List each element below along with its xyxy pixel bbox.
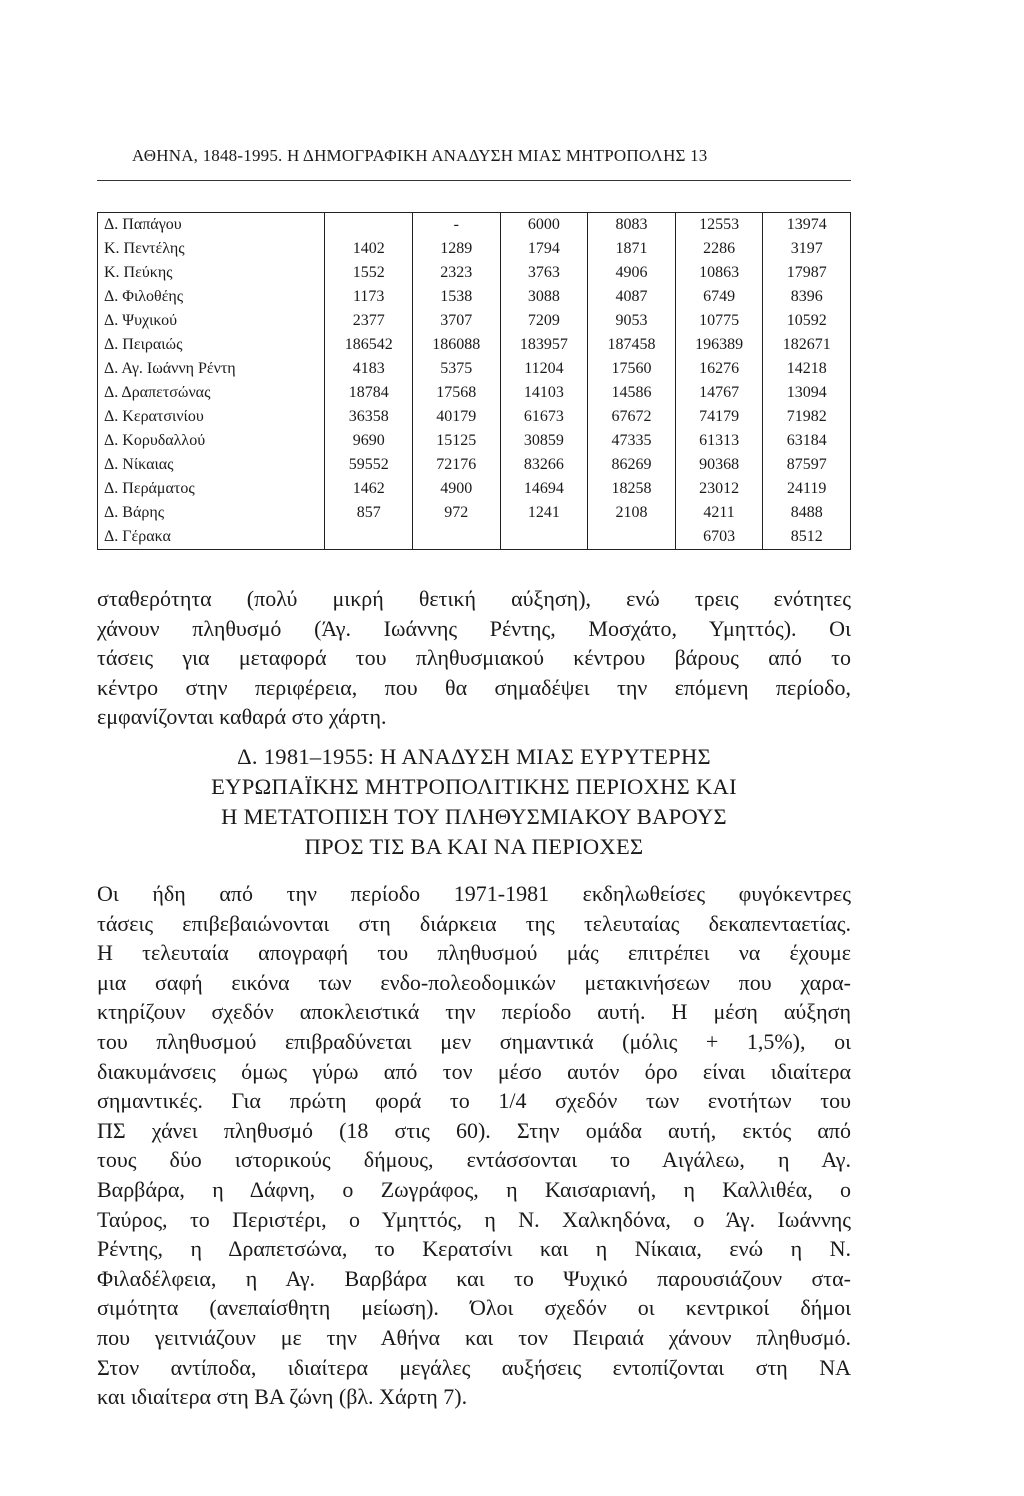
- population-cell: 1173: [325, 285, 413, 309]
- population-cell: 187458: [588, 333, 676, 357]
- population-cell: 3763: [500, 261, 588, 285]
- population-cell: 40179: [413, 405, 501, 429]
- paragraph-line: διακυμάνσεις όμως γύρω από τον μέσο αυτόν όρο είναι ιδιαίτερα: [97, 1058, 851, 1084]
- population-cell: 74179: [675, 405, 763, 429]
- population-cell: 9053: [588, 309, 676, 333]
- population-cell: 71982: [763, 405, 851, 429]
- population-table: [97, 212, 851, 550]
- population-cell: 59552: [325, 453, 413, 477]
- municipality-name-cell: Δ. Δραπετσώνας: [98, 381, 325, 405]
- population-cell: 14767: [675, 381, 763, 405]
- population-cell: 186542: [325, 333, 413, 357]
- population-cell: 7209: [500, 309, 588, 333]
- population-cell: 2377: [325, 309, 413, 333]
- heading-line: ΕΥΡΩΠΑΪΚΗΣ ΜΗΤΡΟΠΟΛΙΤΙΚΗΣ ΠΕΡΙΟΧΗΣ ΚΑΙ: [211, 774, 737, 799]
- population-cell: 16276: [675, 357, 763, 381]
- table-row: [98, 333, 851, 357]
- heading-line: Η ΜΕΤΑΤΟΠΙΣΗ ΤΟΥ ΠΛΗΘΥΣΜΙΑΚΟΥ ΒΑΡΟΥΣ: [221, 804, 727, 829]
- population-cell: 12553: [675, 213, 763, 238]
- population-cell: 182671: [763, 333, 851, 357]
- population-cell: 10863: [675, 261, 763, 285]
- header-rule: [97, 180, 851, 181]
- population-cell: 10775: [675, 309, 763, 333]
- paragraph-line: τάσεις για μεταφορά του πληθυσμιακού κέντρου βάρους από το: [97, 645, 851, 671]
- population-cell: 4087: [588, 285, 676, 309]
- population-cell: 14103: [500, 381, 588, 405]
- population-cell: 24119: [763, 477, 851, 501]
- population-cell: 1794: [500, 237, 588, 261]
- population-cell: [325, 213, 413, 238]
- population-cell: 3197: [763, 237, 851, 261]
- population-cell: 13974: [763, 213, 851, 238]
- paragraph-line: και ιδιαίτερα στη ΒΑ ζώνη (βλ. Χάρτη 7).: [97, 1384, 468, 1410]
- paragraph-line: του πληθυσμού επιβραδύνεται μεν σημαντικά (μόλις + 1,5%), οι: [97, 1028, 851, 1054]
- paragraph-line: Οι ήδη από την περίοδο 1971-1981 εκδηλωθείσες φυγόκεντρες: [97, 881, 851, 906]
- population-cell: 15125: [413, 429, 501, 453]
- population-cell: 11204: [500, 357, 588, 381]
- heading-line: Δ. 1981–1955: Η ΑΝΑΔΥΣΗ ΜΙΑΣ ΕΥΡΥΤΕΡΗΣ: [237, 744, 711, 769]
- population-cell: 1289: [413, 237, 501, 261]
- paragraph-line: κτηρίζουν σχεδόν αποκλειστικά την περίοδο αυτή. Η μέση αύξηση: [97, 999, 851, 1025]
- population-cell: 4183: [325, 357, 413, 381]
- population-cell: 61313: [675, 429, 763, 453]
- population-cell: 857: [325, 501, 413, 525]
- paragraph-line: εμφανίζονται καθαρά στο χάρτη.: [97, 704, 387, 730]
- municipality-name-cell: Δ. Ψυχικού: [98, 309, 325, 333]
- paragraph-line: τάσεις επιβεβαιώνονται στη διάρκεια της τελευταίας δεκαπενταετίας.: [97, 910, 851, 936]
- population-cell: 972: [413, 501, 501, 525]
- heading-line: ΠΡΟΣ ΤΙΣ ΒΑ ΚΑΙ ΝΑ ΠΕΡΙΟΧΕΣ: [304, 834, 644, 859]
- population-cell: 17987: [763, 261, 851, 285]
- population-cell: 17568: [413, 381, 501, 405]
- population-cell: 1552: [325, 261, 413, 285]
- population-cell: 18784: [325, 381, 413, 405]
- population-cell: 3707: [413, 309, 501, 333]
- population-cell: 2323: [413, 261, 501, 285]
- municipality-name-cell: Δ. Πειραιώς: [98, 333, 325, 357]
- population-cell: 83266: [500, 453, 588, 477]
- population-cell: [500, 525, 588, 550]
- table-row: [98, 213, 851, 238]
- paragraph-line: κέντρο στην περιφέρεια, που θα σημαδέψει την επόμενη περίοδο,: [97, 674, 851, 700]
- table-row: [98, 381, 851, 405]
- population-cell: [413, 525, 501, 550]
- municipality-name-cell: Δ. Παπάγου: [98, 213, 325, 238]
- population-cell: 8396: [763, 285, 851, 309]
- table-row: [98, 261, 851, 285]
- population-cell: 1871: [588, 237, 676, 261]
- paragraph-line: σημαντικές. Για πρώτη φορά το 1/4 σχεδόν των ενοτήτων του: [97, 1088, 851, 1114]
- population-cell: 14218: [763, 357, 851, 381]
- paragraph-line: Στον αντίποδα, ιδιαίτερα μεγάλες αυξήσεις εντοπίζονται στη ΝΑ: [97, 1354, 851, 1380]
- population-cell: 36358: [325, 405, 413, 429]
- population-cell: 2286: [675, 237, 763, 261]
- population-cell: 183957: [500, 333, 588, 357]
- population-cell: 1402: [325, 237, 413, 261]
- paragraph-line: μια σαφή εικόνα των ενδο-πολεοδομικών μετακινήσεων που χαρα-: [97, 969, 851, 995]
- population-cell: 61673: [500, 405, 588, 429]
- paragraph-line: Η τελευταία απογραφή του πληθυσμού μάς επιτρέπει να έχουμε: [97, 940, 851, 966]
- table-row: [98, 309, 851, 333]
- table-row: [98, 357, 851, 381]
- municipality-name-cell: Δ. Κερατσινίου: [98, 405, 325, 429]
- population-cell: 63184: [763, 429, 851, 453]
- population-cell: 14694: [500, 477, 588, 501]
- population-cell: 23012: [675, 477, 763, 501]
- population-cell: 67672: [588, 405, 676, 429]
- population-cell: -: [413, 213, 501, 238]
- municipality-name-cell: Δ. Αγ. Ιωάννη Ρέντη: [98, 357, 325, 381]
- table-row: [98, 477, 851, 501]
- table-row: [98, 429, 851, 453]
- paragraph-line: Βαρβάρα, η Δάφνη, ο Ζωγράφος, η Καισαριανή, η Καλλιθέα, ο: [97, 1176, 851, 1202]
- population-cell: 2108: [588, 501, 676, 525]
- paragraph-line: τους δύο ιστορικούς δήμους, εντάσσονται το Αιγάλεω, η Αγ.: [97, 1147, 851, 1173]
- table-row: [98, 405, 851, 429]
- population-cell: 30859: [500, 429, 588, 453]
- municipality-name-cell: Δ. Φιλοθέης: [98, 285, 325, 309]
- population-cell: 186088: [413, 333, 501, 357]
- paragraph-line: Ρέντης, η Δραπετσώνα, το Κερατσίνι και η Νίκαια, ενώ η Ν.: [97, 1236, 851, 1262]
- population-cell: 6749: [675, 285, 763, 309]
- paragraph-line: που γειτνιάζουν με την Αθήνα και τον Πειραιά χάνουν πληθυσμό.: [97, 1324, 851, 1350]
- population-cell: 8083: [588, 213, 676, 238]
- paragraph-body: [97, 879, 851, 1412]
- population-cell: 3088: [500, 285, 588, 309]
- population-cell: 196389: [675, 333, 763, 357]
- running-header: ΑΘΗΝΑ, 1848-1995. Η ΔΗΜΟΓΡΑΦΙΚΗ ΑΝΑΔΥΣΗ ΜΙΑΣ ΜΗΤΡΟΠΟΛΗΣ 13: [132, 146, 708, 165]
- population-cell: 8512: [763, 525, 851, 550]
- municipality-name-cell: Κ. Πεύκης: [98, 261, 325, 285]
- population-cell: 8488: [763, 501, 851, 525]
- population-cell: 72176: [413, 453, 501, 477]
- table-row: [98, 237, 851, 261]
- population-cell: 1241: [500, 501, 588, 525]
- population-cell: 1538: [413, 285, 501, 309]
- paragraph-continuation: [97, 584, 851, 732]
- municipality-name-cell: Δ. Περάματος: [98, 477, 325, 501]
- municipality-name-cell: Δ. Γέρακα: [98, 525, 325, 550]
- population-cell: 6703: [675, 525, 763, 550]
- population-cell: 1462: [325, 477, 413, 501]
- paragraph-line: σιμότητα (ανεπαίσθητη μείωση). Όλοι σχεδόν οι κεντρικοί δήμοι: [97, 1295, 851, 1321]
- paragraph-line: χάνουν πληθυσμό (Άγ. Ιωάννης Ρέντης, Μοσχάτο, Υμηττός). Οι: [97, 615, 851, 641]
- municipality-name-cell: Κ. Πεντέλης: [98, 237, 325, 261]
- population-cell: [325, 525, 413, 550]
- paragraph-line: Ταύρος, το Περιστέρι, ο Υμηττός, η Ν. Χαλκηδόνα, ο Άγ. Ιωάννης: [97, 1206, 851, 1232]
- population-cell: 6000: [500, 213, 588, 238]
- population-cell: 17560: [588, 357, 676, 381]
- population-cell: 18258: [588, 477, 676, 501]
- population-cell: [588, 525, 676, 550]
- population-cell: 86269: [588, 453, 676, 477]
- population-cell: 90368: [675, 453, 763, 477]
- table-row: [98, 525, 851, 550]
- paragraph-line: σταθερότητα (πολύ μικρή θετική αύξηση), ενώ τρεις ενότητες: [97, 586, 851, 611]
- table-row: [98, 285, 851, 309]
- paragraph-line: Φιλαδέλφεια, η Αγ. Βαρβάρα και το Ψυχικό παρουσιάζουν στα-: [97, 1265, 851, 1291]
- population-cell: 13094: [763, 381, 851, 405]
- municipality-name-cell: Δ. Κορυδαλλού: [98, 429, 325, 453]
- population-table-body: [98, 213, 851, 550]
- population-cell: 5375: [413, 357, 501, 381]
- section-heading: [97, 742, 851, 862]
- municipality-name-cell: Δ. Νίκαιας: [98, 453, 325, 477]
- population-cell: 4211: [675, 501, 763, 525]
- table-row: [98, 501, 851, 525]
- population-cell: 10592: [763, 309, 851, 333]
- population-cell: 4906: [588, 261, 676, 285]
- population-cell: 87597: [763, 453, 851, 477]
- paragraph-line: ΠΣ χάνει πληθυσμό (18 στις 60). Στην ομάδα αυτή, εκτός από: [97, 1117, 851, 1143]
- table-row: [98, 453, 851, 477]
- population-cell: 9690: [325, 429, 413, 453]
- population-cell: 14586: [588, 381, 676, 405]
- population-cell: 47335: [588, 429, 676, 453]
- municipality-name-cell: Δ. Βάρης: [98, 501, 325, 525]
- population-cell: 4900: [413, 477, 501, 501]
